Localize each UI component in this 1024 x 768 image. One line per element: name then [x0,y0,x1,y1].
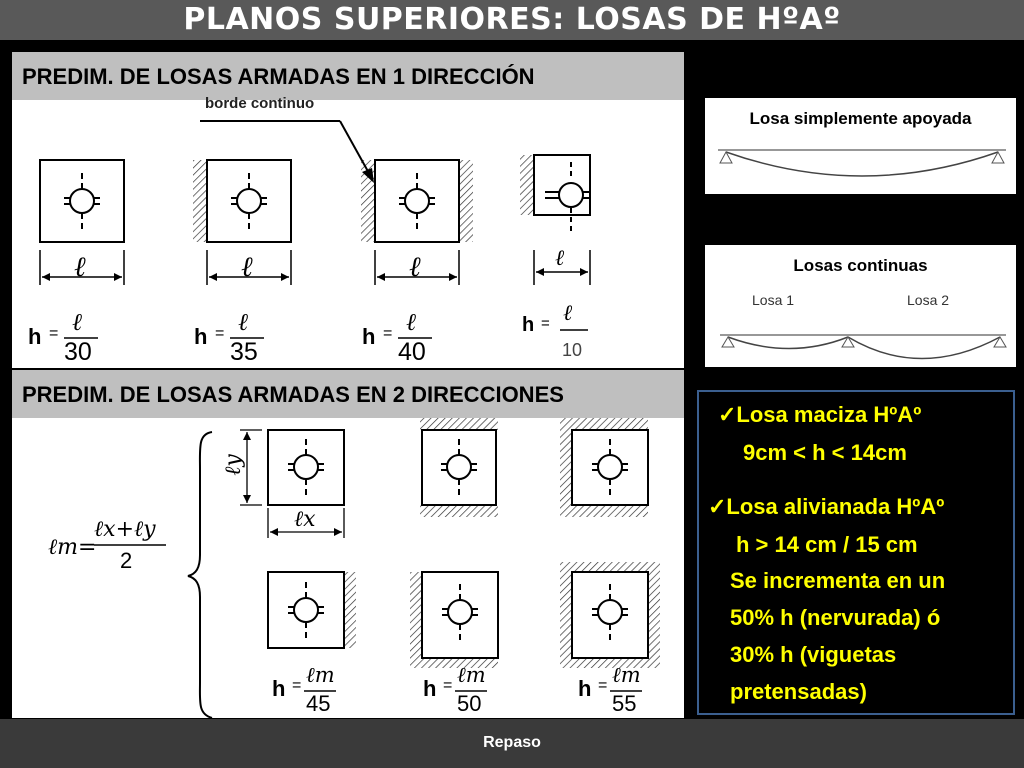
aliv-line-3: 30% h (viguetas [730,642,897,667]
formula-4-h: h [522,314,535,336]
formula-2-num: ℓ [238,308,248,336]
formula-2w-3-num: ℓm [612,663,641,687]
maciza-title: ✓Losa maciza HºAº [718,402,922,427]
aliv-line-2: 50% h (nervurada) ó [730,605,941,630]
formula-2w-1-den: 45 [306,691,331,716]
formula-2-den: 35 [230,338,258,366]
formula-1-h: h [28,324,42,349]
formula-3-h: h [362,324,376,349]
span-label-4: ℓ [555,246,565,271]
formula-2w-3-eq: = [598,677,608,694]
simple-beam-title: Losa simplemente apoyada [749,109,972,128]
continuous-beam-title: Losas continuas [793,256,928,275]
losa-1-label: Losa 1 [752,292,795,308]
formula-2w-2-num: ℓm [457,663,486,687]
slide-title: PLANOS SUPERIORES: LOSAS DE HºAº [183,2,841,37]
formula-2w-3-h: h [578,676,592,701]
formula-2w-2-h: h [423,676,437,701]
callout-label: borde continuo [205,95,315,112]
two-way-slab-r1c3 [560,418,648,517]
span-label-3: ℓ [409,250,421,283]
formula-4-den: 10 [562,340,583,360]
formula-2w-1-eq: = [292,677,302,694]
aliv-range: h > 14 cm / 15 cm [736,532,918,557]
formula-2w-1-h: h [272,676,286,701]
two-way-slab-r1c1 [268,430,344,505]
one-way-header: PREDIM. DE LOSAS ARMADAS EN 1 DIRECCIÓN [22,64,535,89]
formula-4-num: ℓ [563,301,573,326]
maciza-range: 9cm < h < 14cm [743,440,907,465]
two-way-slab-r1c2 [420,418,498,517]
dim-x-label: ℓx [294,507,316,532]
formula-2w-2-eq: = [443,677,453,694]
formula-3-eq: = [383,325,393,342]
formula-4-eq: = [541,315,550,332]
span-label-1: ℓ [74,250,86,283]
formula-1-den: 30 [64,338,92,366]
span-label-2: ℓ [241,250,253,283]
formula-3-num: ℓ [406,308,416,336]
two-way-slab-r2c1 [268,572,356,648]
formula-3-den: 40 [398,338,426,366]
two-way-header: PREDIM. DE LOSAS ARMADAS EN 2 DIRECCIONES [22,382,564,407]
lm-formula-den: 2 [120,548,133,573]
two-way-slab-r2c3 [560,562,660,668]
dim-y-label: ℓy [220,454,246,476]
formula-2-h: h [194,324,208,349]
formula-1-eq: = [49,325,59,342]
formula-2w-2-den: 50 [457,691,482,716]
formula-2w-3-den: 55 [612,691,637,716]
formula-1-num: ℓ [72,308,82,336]
formula-2w-1-num: ℓm [306,663,335,687]
aliv-line-4: pretensadas) [730,679,867,704]
lm-formula-num: ℓx+ℓy [94,517,156,542]
losa-2-label: Losa 2 [907,292,950,308]
aliv-title: ✓Losa alivianada HºAº [708,494,945,519]
lm-formula-lhs: ℓm= [48,535,97,560]
aliv-line-1: Se incrementa en un [730,568,946,593]
footer-label: Repaso [483,734,541,751]
formula-2-eq: = [215,325,225,342]
two-way-slab-r2c2 [410,572,498,668]
